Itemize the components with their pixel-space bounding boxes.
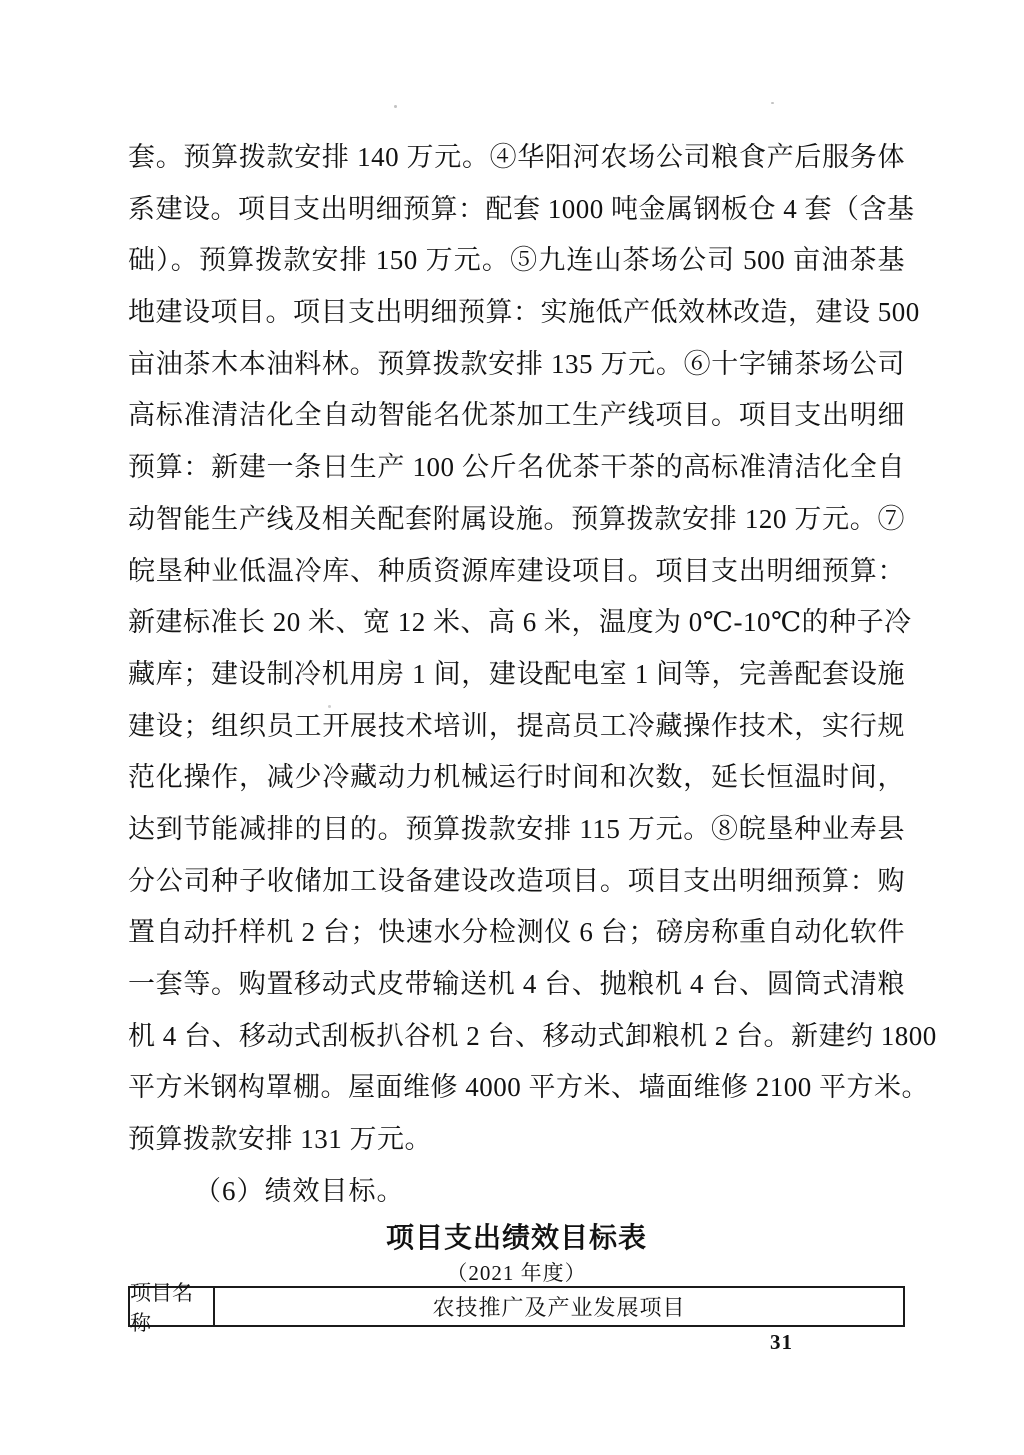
body-text-line: 藏库；建设制冷机用房 1 间，建设配电室 1 间等，完善配套设施: [128, 658, 905, 689]
body-text-line: 高标准清洁化全自动智能名优茶加工生产线项目。项目支出明细: [128, 400, 905, 431]
body-text-line: 预算拨款安排 131 万元。: [128, 1124, 432, 1155]
body-text-line: 分公司种子收储加工设备建设改造项目。项目支出明细预算：购: [128, 865, 905, 896]
scan-speck: [771, 102, 774, 104]
table-row-label: 项目名称: [130, 1288, 215, 1325]
body-text-line: 达到节能减排的目的。预算拨款安排 115 万元。⑧皖垦种业寿县: [128, 813, 905, 844]
body-text-line: 置自动扦样机 2 台；快速水分检测仪 6 台；磅房称重自动化软件: [128, 917, 905, 948]
body-text-line: 预算：新建一条日生产 100 公斤名优茶干茶的高标准清洁化全自: [128, 452, 905, 483]
body-text-line: 建设；组织员工开展技术培训，提高员工冷藏操作技术，实行规: [128, 710, 905, 741]
body-text-line: 套。预算拨款安排 140 万元。④华阳河农场公司粮食产后服务体: [128, 142, 905, 172]
body-text-line: 亩油茶木本油料林。预算拨款安排 135 万元。⑥十字铺茶场公司: [128, 348, 905, 379]
page-number: 31: [770, 1330, 793, 1354]
body-text-line: 动智能生产线及相关配套附属设施。预算拨款安排 120 万元。⑦: [128, 503, 905, 534]
performance-table-subtitle: （2021 年度）: [446, 1261, 587, 1285]
table-row-value: 农技推广及产业发展项目: [432, 1295, 686, 1320]
performance-table: [128, 1280, 905, 1335]
body-text-line: 范化操作，减少冷藏动力机械运行时间和次数，延长恒温时间，: [128, 762, 905, 793]
body-text-line: 础）。预算拨款安排 150 万元。⑤九连山茶场公司 500 亩油茶基: [128, 245, 905, 276]
body-text-line: 地建设项目。项目支出明细预算：实施低产低效林改造，建设 500: [128, 297, 920, 328]
body-text-line: 皖垦种业低温冷库、种质资源库建设项目。项目支出明细预算：: [128, 555, 905, 586]
body-text-line: 一套等。购置移动式皮带输送机 4 台、抛粮机 4 台、圆筒式清粮: [128, 969, 905, 999]
body-text-line: 新建标准长 20 米、宽 12 米、高 6 米，温度为 0℃-10℃的种子冷: [128, 607, 912, 638]
body-text-line: 系建设。项目支出明细预算：配套 1000 吨金属钢板仓 4 套（含基: [128, 193, 915, 224]
body-paragraph: [128, 132, 937, 1166]
section-heading: （6）绩效目标。: [194, 1176, 405, 1206]
body-text-line: 平方米钢构罩棚。屋面维修 4000 平方米、墙面维修 2100 平方米。: [128, 1072, 929, 1103]
scan-speck: [394, 105, 397, 108]
performance-table-title: 项目支出绩效目标表: [385, 1223, 647, 1254]
body-text-line: 机 4 台、移动式刮板扒谷机 2 台、移动式卸粮机 2 台。新建约 1800: [128, 1020, 937, 1051]
